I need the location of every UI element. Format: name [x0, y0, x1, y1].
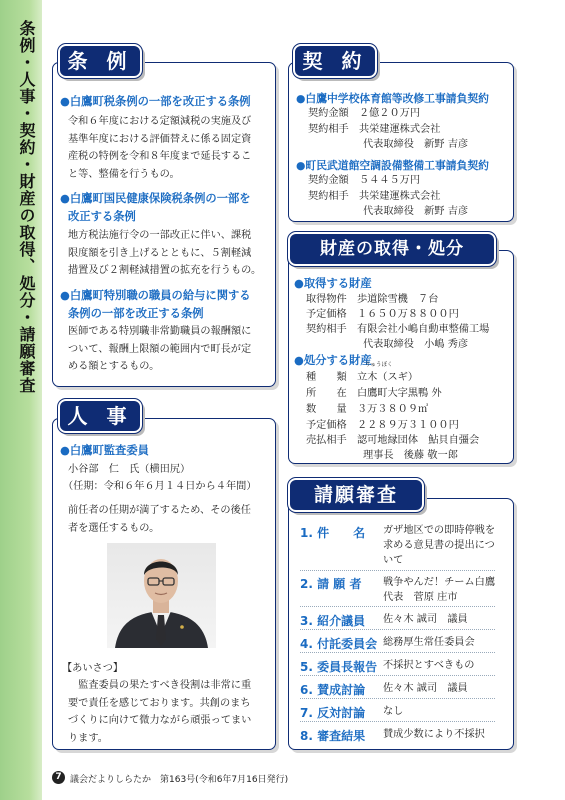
acquire-row-3: 契約相手 有限会社小嶋自動車整備工場 [306, 324, 490, 335]
greeting-body: 監査委員の果たすべき役割は非常に重 要で責任を感じております。共創のまち づくりに向けて微力ながら頑張ってまい ります。 [68, 680, 252, 744]
acquire-row-4: 代表取締役 小嶋 秀彦 [363, 339, 469, 350]
petition-label-1: 1. 件 名 [300, 526, 366, 540]
dispose-row-2: 所 在 白鷹町大字黒鴨 外 [306, 388, 442, 399]
petition-divider [300, 570, 495, 571]
contract-heading: 契 約 [293, 44, 377, 78]
ordinance-item-1-body: 令和６年度における定額減税の実施及び 基準年度における評価替えに係る固定資 産税の特例を令和８年度まで延長するこ と等、整備を行うもの。 [68, 116, 252, 180]
ordinance-item-3-title: ●白鷹町特別職の職員の給与に関する 条例の一部を改正する条例 [60, 289, 251, 320]
petition-label-6: 6. 賛成討論 [300, 683, 366, 697]
ordinance-item-1-title: ●白鷹町税条例の一部を改正する条例 [60, 95, 251, 108]
dispose-row-4: 予定価格 ２２８９万３１００円 [306, 420, 459, 431]
petition-label-3: 3. 紹介議員 [300, 614, 366, 628]
petition-divider [300, 606, 495, 607]
contract-item-1-amount: 契約金額 ２億２０万円 [308, 108, 421, 119]
personnel-heading: 人 事 [58, 399, 142, 433]
acquire-title: ●取得する財産 [294, 277, 372, 290]
petition-label-8: 8. 審査結果 [300, 729, 366, 743]
petition-value-8: 賛成少数により不採択 [383, 729, 485, 740]
ordinance-item-3-body: 医師である特別職非常勤職員の報酬額に ついて、報酬上限額の範囲内で町長が定 める額とするもの。 [68, 326, 252, 372]
dispose-row-1: 種 類 立木（スギ） [306, 372, 419, 383]
personnel-term: （任期：令和６年６月１４日から４年間） [63, 481, 257, 492]
petition-label-2: 2. 請 願 者 [300, 577, 362, 591]
dispose-ruby: りゅうぼく [365, 362, 393, 368]
petition-value-3: 佐々木 誠司 議員 [383, 614, 468, 625]
property-heading: 財産の取得・処分 [288, 232, 496, 266]
petition-value-4: 総務厚生常任委員会 [383, 637, 475, 648]
petition-label-7: 7. 反対討論 [300, 706, 366, 720]
personnel-name: 小谷部 仁 氏（横田尻） [68, 464, 191, 475]
side-title: 条例・人事・契約・財産の取得、処分・請願審査 [17, 20, 36, 394]
contract-item-2-amount: 契約金額 ５４４５万円 [308, 175, 421, 186]
petition-divider [300, 629, 495, 630]
petition-value-7: なし [383, 706, 404, 717]
contract-item-2-rep: 代表取締役 新野 吉彦 [363, 206, 469, 217]
contract-item-1-rep: 代表取締役 新野 吉彦 [363, 139, 469, 150]
petition-divider [300, 652, 495, 653]
acquire-row-1: 取得物件 歩道除雪機 ７台 [306, 294, 439, 305]
petition-heading: 請願審査 [288, 478, 424, 512]
contract-item-1-title: ●白鷹中学校体育館等改修工事請負契約 [296, 92, 489, 105]
acquire-row-2: 予定価格 １６５０万８８００円 [306, 309, 459, 320]
page-number: 7 [55, 772, 62, 782]
petition-divider [300, 698, 495, 699]
petition-divider [300, 721, 495, 722]
page-number-badge [52, 771, 65, 784]
footer-text: 議会だよりしらたか 第163号(令和6年7月16日発行) [70, 775, 289, 785]
petition-value-6: 佐々木 誠司 議員 [383, 683, 468, 694]
petition-value-2: 戦争やんだ！チーム白鷹 代表 菅原 庄市 [383, 577, 496, 603]
contract-item-2-party: 契約相手 共栄建運株式会社 [308, 191, 441, 202]
contract-item-1-party: 契約相手 共栄建運株式会社 [308, 124, 441, 135]
ordinance-heading: 条 例 [58, 44, 142, 78]
dispose-row-3: 数 量 ３万３８０９㎥ [306, 404, 429, 415]
petition-value-5: 不採択とすべきもの [383, 660, 475, 671]
ordinance-item-2-body: 地方税法施行令の一部改正に伴い、課税 限度額を引き上げるとともに、５割軽減 措置及び２割軽減措置の拡充を行うもの。 [68, 230, 262, 276]
auditor-portrait-photo [107, 543, 216, 648]
dispose-row-6: 理事長 後藤 敬一郎 [363, 450, 458, 461]
personnel-body: 前任者の任期が満了するため、その後任 者を選任するもの。 [68, 505, 251, 534]
petition-divider [300, 675, 495, 676]
greeting-label: 【あいさつ】 [62, 663, 124, 674]
dispose-row-5: 売払相手 認可地縁団体 鮎貝自彊会 [306, 435, 480, 446]
petition-value-1: ガザ地区での即時停戦を 求める意見書の提出につ いて [383, 525, 496, 566]
petition-label-5: 5. 委員長報告 [300, 660, 378, 674]
contract-item-2-title: ●町民武道館空調設備整備工事請負契約 [296, 159, 489, 172]
dispose-title: ●処分する財産 [294, 354, 372, 367]
petition-label-4: 4. 付託委員会 [300, 637, 378, 651]
personnel-title: ●白鷹町監査委員 [60, 444, 149, 457]
ordinance-item-2-title: ●白鷹町国民健康保険税条例の一部を 改正する条例 [60, 192, 251, 223]
